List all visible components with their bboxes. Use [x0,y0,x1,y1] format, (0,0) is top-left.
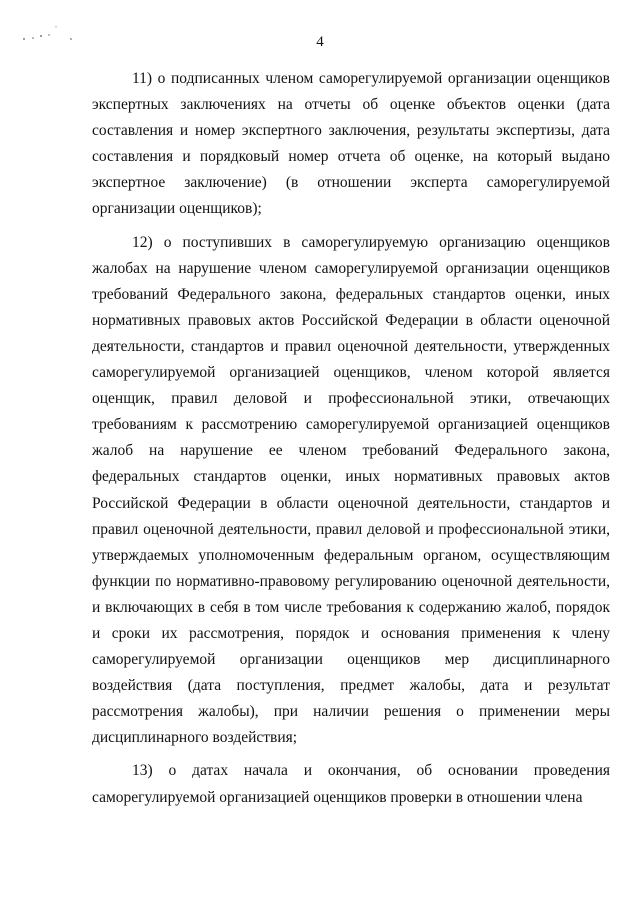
page-number: 4 [316,34,324,50]
paragraph-item-11: 11) о подписанных членом саморегулируемой организации оценщиков экспертных заключениях на отчеты об оценке объектов оценки (дата составления и номер экспертного заключения, результаты экспертизы, дата составления и порядковый номер отчета об оценке, на который выдано экспертное заключение) (в отношении эксперта саморегулируемой организации оценщиков); [92,70,610,218]
paragraph-item-12: 12) о поступивших в саморегулируемую организацию оценщиков жалобах на нарушение членом саморегулируемой организации оценщиков требований Федерального закона, федеральных стандартов оценки, иных нормативных правовых актов Российской Федерации в области оценочной деятельности, стандартов и правил оценочной деятельности, утвержденных саморегулируемой организацией оценщиков, членом которой является оценщик, правил деловой и профессиональной этики, отвечающих требованиям к рассмотрению саморегулируемой организацией оценщиков жалоб на нарушение ее членом требований Федерального закона, федеральных стандартов оценки, иных нормативных правовых актов Российской Федерации в области оценочной деятельности, стандартов и правил оценочной деятельности, правил деловой и профессиональной этики, утверждаемых уполномоченным федеральным органом, осуществляющим функции по нормативно-правовому регулированию оценочной деятельности, и включающих в себя в том числе требования к содержанию жалоб, порядок и сроки их рассмотрения, порядок и основания применения к члену саморегулируемой организации оценщиков мер дисциплинарного воздействия (дата поступления, предмет жалобы, дата и результат рассмотрения жалобы), при наличии решения о применении меры дисциплинарного воздействия; [92,233,610,747]
paragraph-item-13: 13) о датах начала и окончания, об основании проведения саморегулируемой организацией оценщиков проверки в отношении члена [92,762,610,806]
document-body [92,66,610,818]
